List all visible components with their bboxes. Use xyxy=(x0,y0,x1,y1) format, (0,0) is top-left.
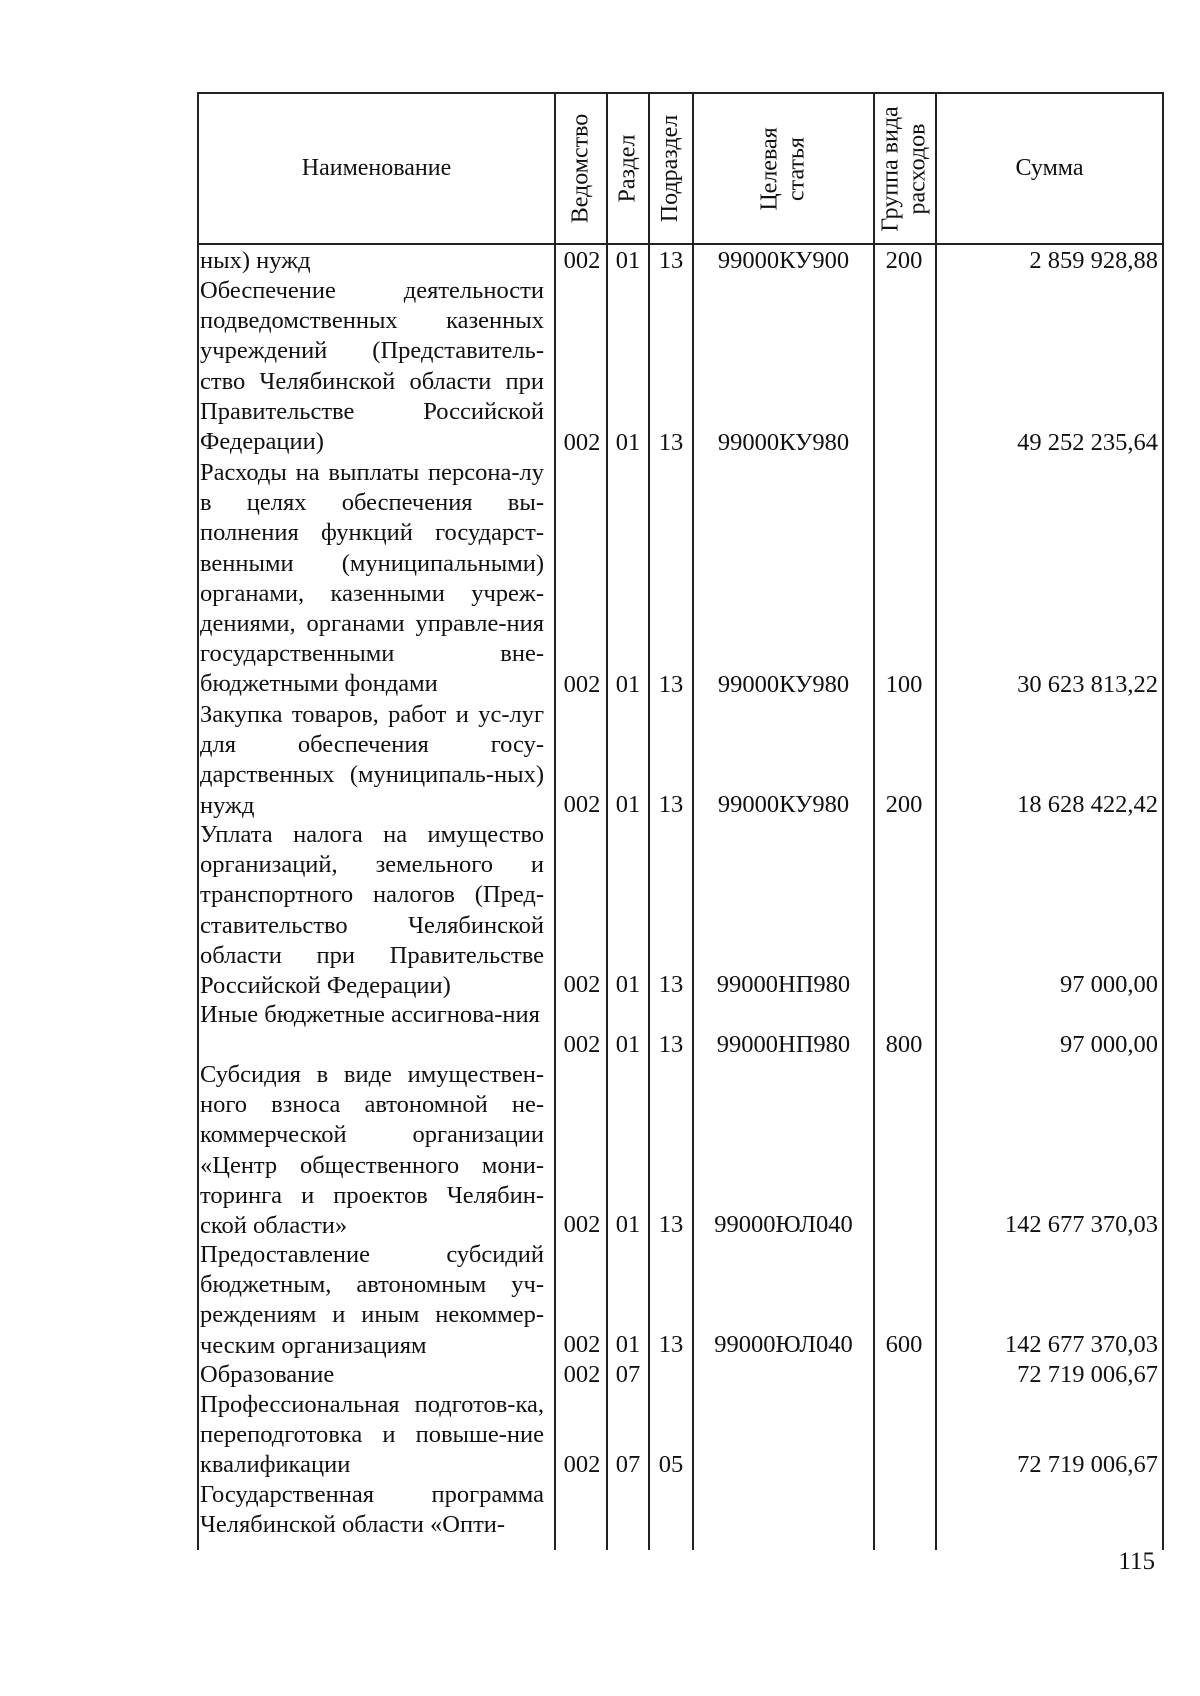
header-podrazdel-text: Подраздел xyxy=(657,114,684,223)
row-gruppa: 600 xyxy=(885,1331,923,1358)
row-celevaya: 99000КУ980 xyxy=(717,429,850,456)
row-vedomstvo: 002 xyxy=(563,791,601,818)
header-name-text: Наименование xyxy=(301,155,452,181)
row-gruppa: 200 xyxy=(885,791,923,818)
header-razdel xyxy=(608,94,648,243)
row-summa: 30 623 813,22 xyxy=(1017,671,1158,698)
row-gruppa: 200 xyxy=(885,247,923,274)
row-celevaya: 99000НП980 xyxy=(716,1031,851,1058)
row-name: Закупка товаров, работ и ус-луг для обеспечения госу-дарственных (муниципаль-ных) нужд xyxy=(200,701,544,819)
page-number: 115 xyxy=(1118,1548,1155,1575)
row-celevaya: 99000ЮЛ040 xyxy=(714,1331,853,1358)
header-gruppa-line2: расходов xyxy=(905,123,931,214)
row-podrazdel: 13 xyxy=(658,429,684,456)
row-name: Государственная программа Челябинской области «Опти- xyxy=(200,1481,544,1539)
header-gruppa-text xyxy=(878,106,932,231)
header-podrazdel xyxy=(650,94,692,243)
header-summa xyxy=(937,94,1162,243)
row-celevaya: 99000КУ980 xyxy=(717,671,850,698)
row-summa: 18 628 422,42 xyxy=(1017,791,1158,818)
col-border-pod xyxy=(692,92,694,1550)
row-summa: 97 000,00 xyxy=(1060,1031,1158,1058)
row-vedomstvo: 002 xyxy=(563,1031,601,1058)
row-name: Расходы на выплаты персона-лу в целях обеспечения вы-полнения функций государст-венными (муниципальными) органами, казенными учреж-дениями, органами управле-ния государственными вне-бюджетными фондами xyxy=(200,459,544,698)
row-summa: 72 719 006,67 xyxy=(1017,1451,1158,1478)
header-gruppa-line1: Группа вида xyxy=(878,105,904,232)
row-razdel: 01 xyxy=(615,791,641,818)
col-border-grp xyxy=(935,92,937,1550)
row-name: Уплата налога на имущество организаций, земельного и транспортного налогов (Пред-ставительство Челябинской области при Правительстве Российской Федерации) xyxy=(200,821,544,1000)
row-razdel: 01 xyxy=(615,429,641,456)
col-border-right xyxy=(1162,92,1164,1550)
row-vedomstvo: 002 xyxy=(563,1451,601,1478)
row-vedomstvo: 002 xyxy=(563,971,601,998)
row-name: Субсидия в виде имуществен-ного взноса автономной не-коммерческой организации «Центр общественного мони-торинга и проектов Челябин-ской области» xyxy=(200,1061,544,1240)
row-razdel: 01 xyxy=(615,971,641,998)
row-podrazdel: 13 xyxy=(658,1331,684,1358)
row-name: Профессиональная подготов-ка, переподготовка и повыше-ние квалификации xyxy=(200,1391,544,1479)
header-bottom-border xyxy=(197,243,1164,245)
row-podrazdel: 05 xyxy=(658,1451,684,1478)
header-celevaya xyxy=(694,94,873,243)
row-vedomstvo: 002 xyxy=(563,1331,601,1358)
row-razdel: 07 xyxy=(615,1451,641,1478)
row-name: Предоставление субсидий бюджетным, автономным уч-реждениям и иным некоммер-ческим организациям xyxy=(200,1241,544,1359)
row-name: Обеспечение деятельности подведомственных казенных учреждений (Представитель-ство Челябинской области при Правительстве Российской Федерации) xyxy=(200,277,544,456)
row-celevaya: 99000КУ980 xyxy=(717,791,850,818)
header-summa-text: Сумма xyxy=(1015,155,1084,181)
row-razdel: 01 xyxy=(615,1331,641,1358)
col-border-left xyxy=(197,92,199,1550)
row-celevaya: 99000НП980 xyxy=(716,971,851,998)
row-vedomstvo: 002 xyxy=(563,247,601,274)
row-gruppa: 100 xyxy=(885,671,923,698)
row-gruppa: 800 xyxy=(885,1031,923,1058)
row-razdel: 01 xyxy=(615,1031,641,1058)
row-summa: 97 000,00 xyxy=(1060,971,1158,998)
row-vedomstvo: 002 xyxy=(563,671,601,698)
row-summa: 2 859 928,88 xyxy=(1029,247,1158,274)
header-gruppa xyxy=(875,94,935,243)
header-vedomstvo-text: Ведомство xyxy=(567,113,594,224)
row-summa: 72 719 006,67 xyxy=(1017,1361,1158,1388)
row-podrazdel: 13 xyxy=(658,791,684,818)
row-name: Образование xyxy=(200,1361,335,1388)
row-razdel: 01 xyxy=(615,1211,641,1238)
header-vedomstvo xyxy=(556,94,606,243)
row-summa: 142 677 370,03 xyxy=(1004,1331,1158,1358)
row-podrazdel: 13 xyxy=(658,971,684,998)
header-celevaya-line1: Целевая xyxy=(756,126,783,211)
row-podrazdel: 13 xyxy=(658,671,684,698)
row-podrazdel: 13 xyxy=(658,1031,684,1058)
row-celevaya: 99000ЮЛ040 xyxy=(714,1211,853,1238)
row-vedomstvo: 002 xyxy=(563,1211,601,1238)
col-border-name xyxy=(554,92,556,1550)
row-summa: 142 677 370,03 xyxy=(1004,1211,1158,1238)
header-celevaya-line2: статья xyxy=(783,136,810,201)
row-celevaya: 99000КУ900 xyxy=(717,247,850,274)
header-name xyxy=(199,94,554,243)
row-name: ных) нужд xyxy=(200,247,311,274)
row-vedomstvo: 002 xyxy=(563,429,601,456)
row-razdel: 07 xyxy=(615,1361,641,1388)
row-name: Иные бюджетные ассигнова-ния xyxy=(200,1001,540,1028)
row-razdel: 01 xyxy=(615,247,641,274)
row-razdel: 01 xyxy=(615,671,641,698)
row-podrazdel: 13 xyxy=(658,1211,684,1238)
row-podrazdel: 13 xyxy=(658,247,684,274)
col-border-ved xyxy=(606,92,608,1550)
col-border-raz xyxy=(648,92,650,1550)
row-vedomstvo: 002 xyxy=(563,1361,601,1388)
header-celevaya-text xyxy=(756,127,810,210)
row-summa: 49 252 235,64 xyxy=(1017,429,1158,456)
header-razdel-text: Раздел xyxy=(614,134,641,203)
